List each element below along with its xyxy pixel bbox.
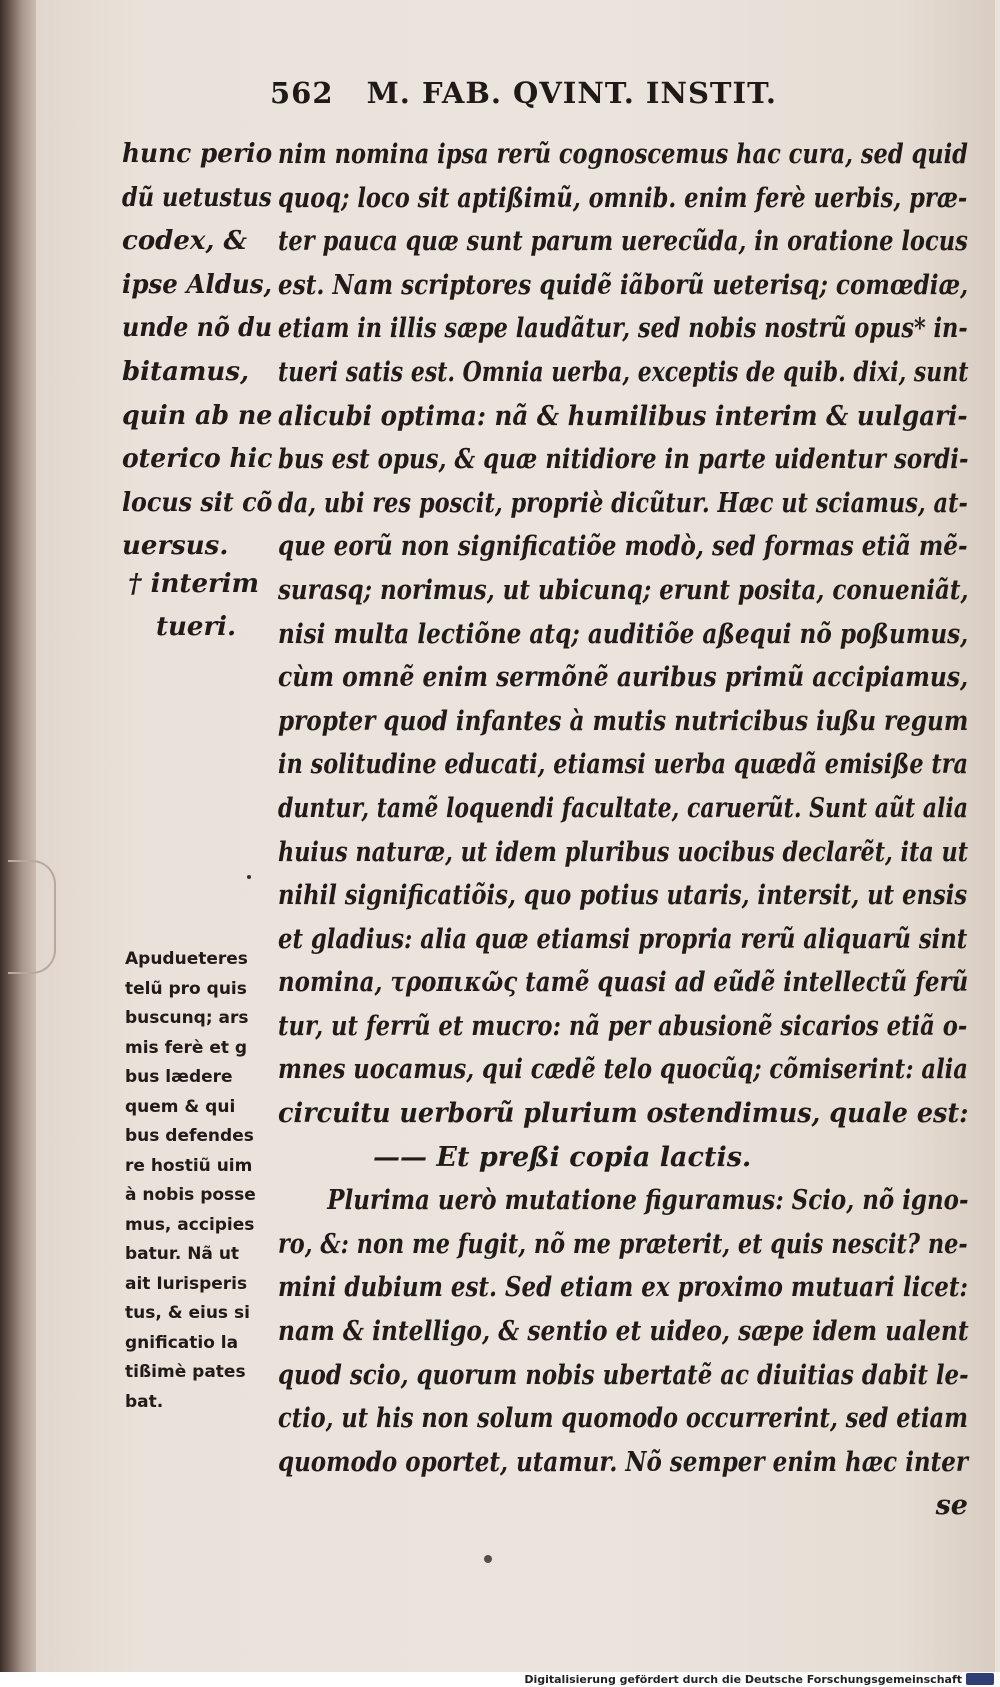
text-line: da, ubi res poscit, propriè dicũtur. Hæc ut sciamus, at- xyxy=(278,487,968,519)
catchword: se xyxy=(935,1490,968,1522)
text-line: et gladius: alia quæ etiamsi propria rerũ aliquarũ sint xyxy=(278,923,968,955)
margin-note-line: ipse Aldus, xyxy=(122,269,273,300)
dfg-logo-icon xyxy=(966,1673,994,1685)
margin-note-variant xyxy=(128,563,283,649)
margin-note-line: quin ab ne xyxy=(122,400,273,431)
digitization-footer xyxy=(0,1672,1000,1687)
page-clip xyxy=(8,860,56,974)
margin-note-line: mus, accipies xyxy=(125,1214,255,1235)
text-line: quod scio, quorum nobis ubertatẽ ac diuitias dabit le- xyxy=(278,1359,969,1391)
page-dot-mark xyxy=(484,1555,492,1563)
page-number: 562 xyxy=(270,76,334,110)
text-line: que eorũ non significatiõe modò, sed formas etiã mẽ- xyxy=(278,531,968,563)
page-header xyxy=(270,76,890,110)
printer-mark xyxy=(247,875,251,879)
text-line: ro, &: non me fugit, nõ me præterit, et quis nescit? ne- xyxy=(278,1228,968,1260)
text-line: propter quod infantes à mutis nutricibus iußu regum xyxy=(278,705,969,737)
margin-note-line: bus lædere xyxy=(125,1067,233,1087)
margin-note-line: batur. Nã ut xyxy=(125,1244,240,1264)
text-line: mini dubium est. Sed etiam ex proximo mutuari licet: xyxy=(278,1272,968,1304)
text-line: nisi multa lectiõne atq; auditiõe aßequi nõ poßumus, xyxy=(278,618,969,650)
text-line: nihil significatiõis, quo potius utaris, intersit, ut ensis xyxy=(278,880,968,912)
text-line: quoq; loco sit aptißimũ, omnib. enim ferè uerbis, præ- xyxy=(278,182,968,214)
margin-note-line: mis ferè et g xyxy=(125,1037,248,1058)
margin-note-line: bat. xyxy=(125,1391,164,1412)
text-line: alicubi optima: nã & humilibus interim & uulgari- xyxy=(278,400,968,432)
margin-note-line: uersus. xyxy=(122,531,229,562)
margin-note-line: dũ uetustus xyxy=(122,182,272,213)
margin-note-line: tus, & eius si xyxy=(125,1303,250,1323)
margin-note-line: oterico hic xyxy=(122,444,273,475)
margin-note-lower xyxy=(125,945,285,1417)
book-binding-edge xyxy=(0,0,36,1672)
paragraph-start-line: Plurima uerò mutatione figuramus: Scio, nõ igno- xyxy=(327,1185,969,1217)
text-line: ter pauca quæ sunt parum uerecũda, in oratione locus xyxy=(278,226,968,258)
margin-note-line: quem & qui xyxy=(125,1096,236,1117)
margin-note-line: buscunq; ars xyxy=(125,1008,249,1028)
text-line: circuitu uerborũ plurium ostendimus, quale est: xyxy=(278,1098,969,1130)
text-line: surasq; norimus, ut ubicunq; erunt posita, conueniãt, xyxy=(278,574,969,606)
margin-note-line: re hostiũ uim xyxy=(125,1155,253,1176)
text-line: duntur, tamẽ loquendi facultate, caruerũt. Sunt aũt alia xyxy=(278,792,968,824)
margin-note-line: ait Iurisperis xyxy=(125,1273,248,1294)
verse-quotation: —— Et preßi copia lactis. xyxy=(373,1141,752,1173)
text-line: nomina, τροπικῶς tamẽ quasi ad eũdẽ intellectũ ferũ xyxy=(278,967,969,999)
margin-note-line: tueri. xyxy=(156,612,237,642)
margin-note-line: unde nõ du xyxy=(122,313,273,344)
margin-note-line: Apudueteres xyxy=(125,949,248,969)
main-text-block xyxy=(278,133,968,1528)
funding-credit: Digitalisierung gefördert durch die Deutsche Forschungsgemeinschaft xyxy=(524,1673,962,1686)
text-line: tur, ut ferrũ et mucro: nã per abusionẽ sicarios etiã o- xyxy=(278,1010,968,1042)
margin-note-line: telũ pro quis xyxy=(125,978,247,999)
margin-note-line: à nobis posse xyxy=(125,1185,256,1205)
text-line: ctio, ut his non solum quomodo occurrerint, sed etiam xyxy=(278,1403,968,1435)
text-line: mnes uocamus, qui cædẽ telo quocũq; cõmiserint: alia xyxy=(278,1054,968,1086)
text-line: etiam in illis sæpe laudãtur, sed nobis nostrũ opus* in- xyxy=(278,313,968,345)
running-title: M. FAB. QVINT. INSTIT. xyxy=(366,76,778,110)
margin-note-line: codex, & xyxy=(122,226,247,257)
text-line: bus est opus, & quæ nitidiore in parte uidentur sordi- xyxy=(278,444,969,476)
text-line: cùm omnẽ enim sermõnẽ auribus primũ accipiamus, xyxy=(278,662,969,694)
margin-note-line: locus sit cõ xyxy=(122,487,273,518)
text-line: quomodo oportet, utamur. Nõ semper enim hæc inter xyxy=(278,1446,969,1478)
margin-note-line: † interim xyxy=(128,569,260,599)
text-line: in solitudine educati, etiamsi uerba quædã emisiße tra xyxy=(278,749,969,781)
margin-note-line: hunc perio xyxy=(122,139,273,169)
margin-note-line: bus defendes xyxy=(125,1126,254,1146)
text-line: est. Nam scriptores quidẽ iãborũ ueterisq; comœdiæ, xyxy=(278,269,969,301)
margin-note-upper xyxy=(122,133,282,569)
margin-note-line: bitamus, xyxy=(122,356,250,387)
text-line: nam & intelligo, & sentio et uideo, sæpe idem ualent xyxy=(278,1316,969,1348)
text-line: nim nomina ipsa rerũ cognoscemus hac cura, sed quid xyxy=(278,139,968,170)
text-line: huius naturæ, ut idem pluribus uocibus declarẽt, ita ut xyxy=(278,836,969,868)
margin-note-line: gnificatio la xyxy=(125,1332,239,1353)
margin-note-line: tißimè pates xyxy=(125,1362,246,1382)
text-line: tueri satis est. Omnia uerba, exceptis de quib. dixi, sunt xyxy=(278,356,969,388)
